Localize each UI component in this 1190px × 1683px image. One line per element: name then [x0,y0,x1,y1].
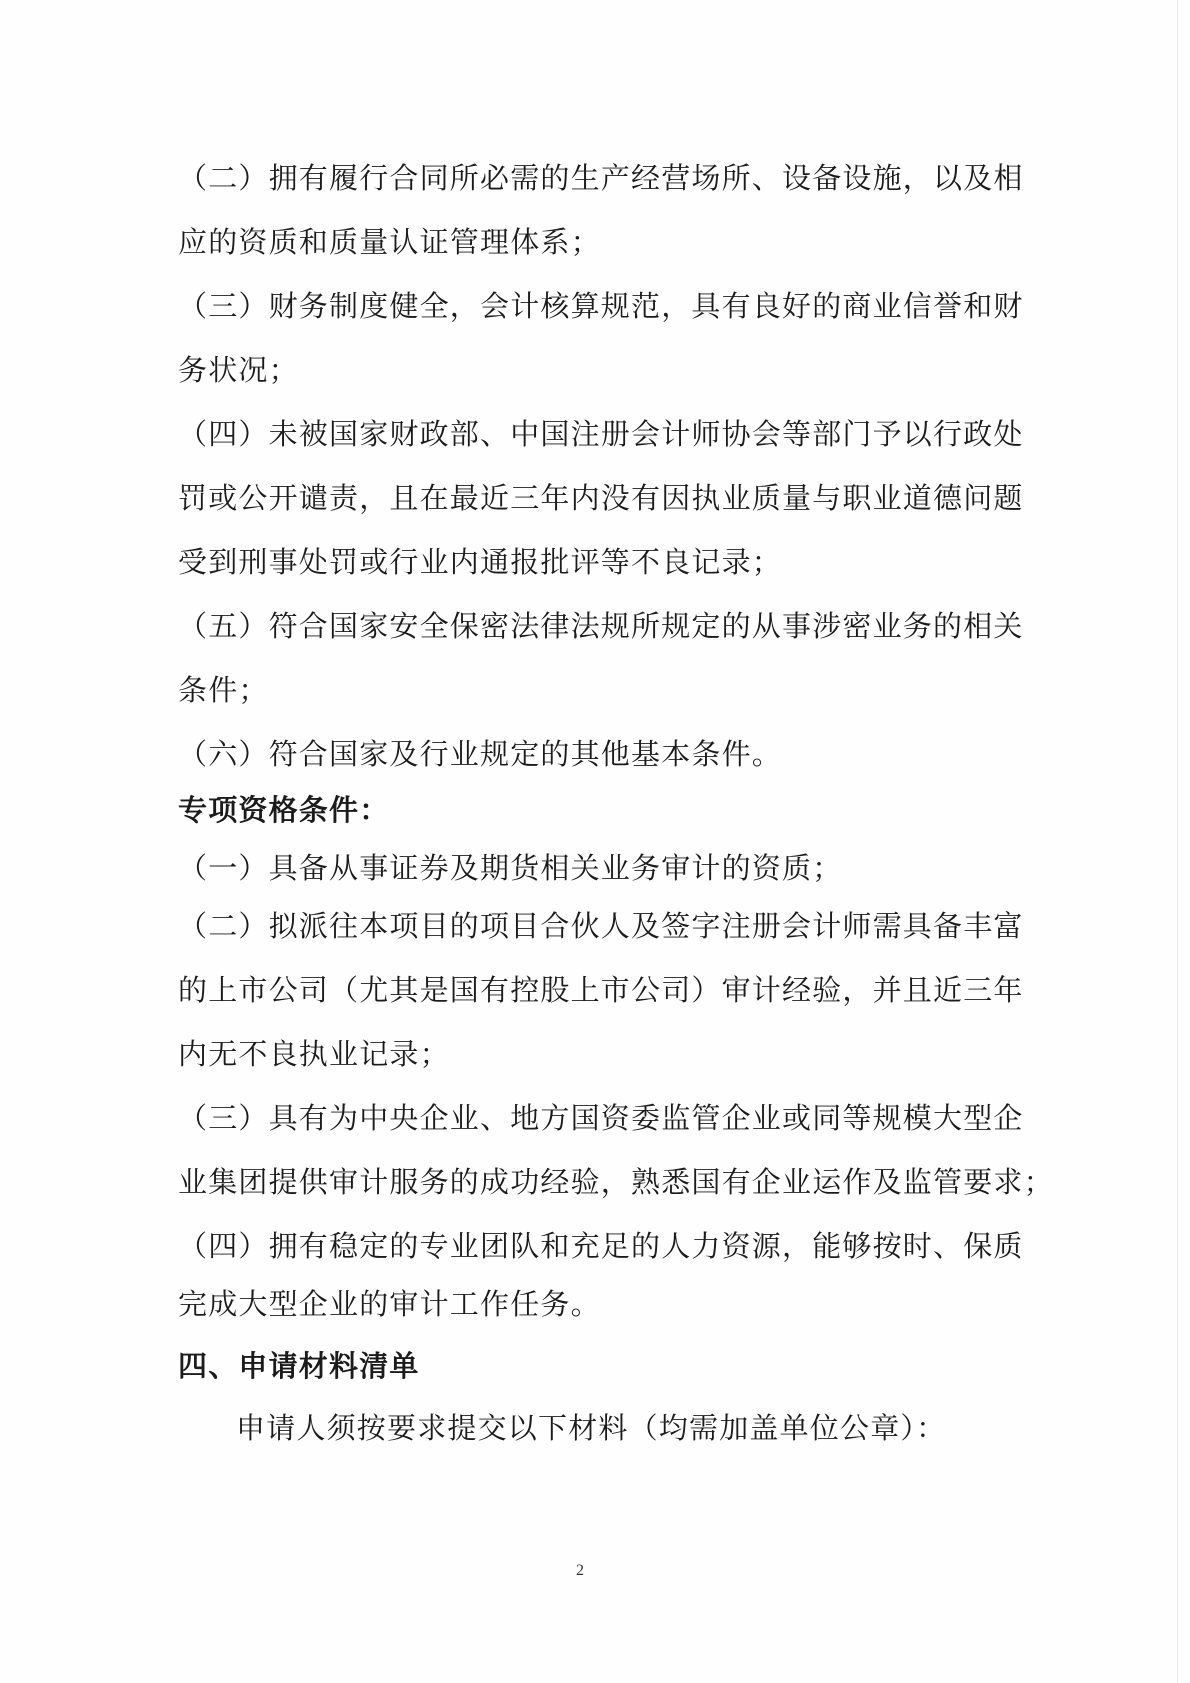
paragraph-line: （六）符合国家及行业规定的其他基本条件。 [178,737,783,771]
paragraph-line: 罚或公开谴责，且在最近三年内没有因执业质量与职业道德问题 [178,481,1024,515]
paragraph-line: （一）具备从事证券及期货相关业务审计的资质； [178,851,843,885]
section-heading: 四、申请材料清单 [178,1349,420,1383]
paragraph-line: 完成大型企业的审计工作任务。 [178,1287,601,1321]
paragraph-line: （三）具有为中央企业、地方国资委监管企业或同等规模大型企 [178,1101,1024,1135]
paragraph-line: （四）拥有稳定的专业团队和充足的人力资源，能够按时、保质 [178,1229,1024,1263]
section-heading: 专项资格条件： [178,793,390,827]
paragraph-line: 应的资质和质量认证管理体系； [178,225,601,259]
paragraph-line: （二）拥有履行合同所必需的生产经营场所、设备设施，以及相 [178,161,1024,195]
paragraph-line: （四）未被国家财政部、中国注册会计师协会等部门予以行政处 [178,417,1024,451]
paragraph-line: （二）拟派往本项目的项目合伙人及签字注册会计师需具备丰富 [178,909,1024,943]
paragraph-line: 内无不良执业记录； [178,1037,450,1071]
paragraph-line: （五）符合国家安全保密法律法规所规定的从事涉密业务的相关 [178,609,1024,643]
page-number: 2 [576,1562,584,1579]
paragraph-line: 受到刑事处罚或行业内通报批评等不良记录； [178,545,783,579]
paragraph-line: 的上市公司（尤其是国有控股上市公司）审计经验，并且近三年 [178,973,1024,1007]
paragraph-line: 业集团提供审计服务的成功经验，熟悉国有企业运作及监管要求； [178,1165,1054,1199]
paragraph-line: 务状况； [178,353,299,387]
paragraph-line: 申请人须按要求提交以下材料（均需加盖单位公章）： [236,1411,947,1445]
paragraph-line: 条件； [178,673,269,707]
paragraph-line: （三）财务制度健全，会计核算规范，具有良好的商业信誉和财 [178,289,1024,323]
